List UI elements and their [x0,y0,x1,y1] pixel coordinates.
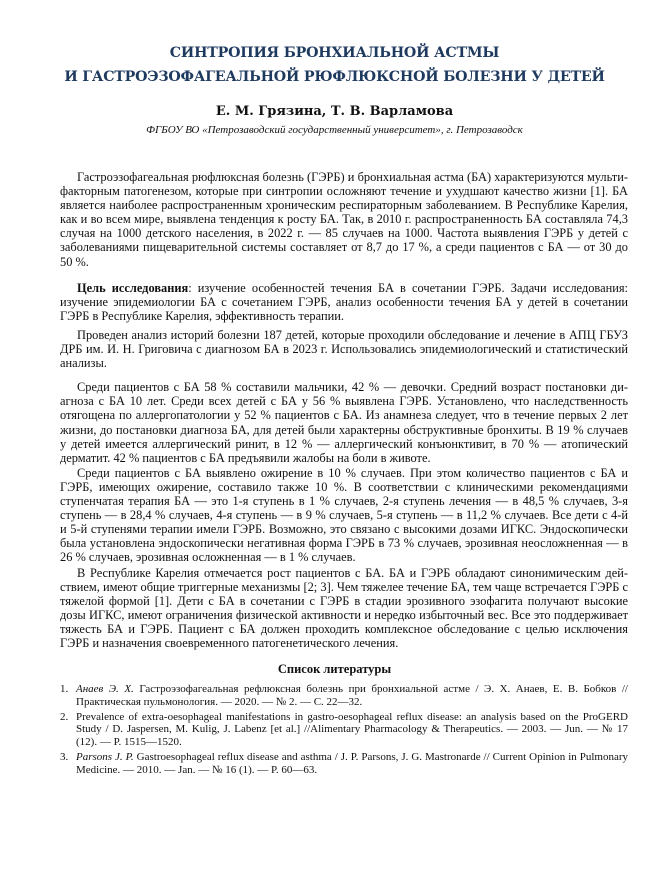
aim-text: : изучение особенностей течения БА в сочетании ГЭРБ. Задачи исследования: изучение эпидемиологии БА с сочетанием ГЭРБ, анализ особенности течения БА у детей в сочетании ГЭРБ в Республике Карелия, эффективность терапии. [60,281,628,324]
article-title [0,41,669,89]
intro-section [60,170,628,269]
reference-author: Анаев Э. Х. [76,683,134,695]
aim-label: Цель исследования [77,281,189,295]
reference-number: 1. [60,683,69,695]
body-paragraph-1: Проведен анализ историй болезни 187 детей, которые проходили обследование и лечение в АПЦ ГБУЗ ДРБ им. И. Н. Григовича с диагнозом БА в 2023 г. Использовались эпидемиологический и статистический анализы. [60,328,628,371]
reference-number: 2. [60,710,69,723]
reference-text: Prevalence of extra-oesophageal manifestations in gastro-oesophageal reflux disease: an analysis based on the ProGERD Study / D. Jaspersen, M. Kulig, J. Labenz [et al.] //Alimentary Pharmacology & Therapeutics. — 2003. — Jun. — № 17 (12). — P. 1515—1520. [76,710,628,749]
authors: Е. М. Грязина, Т. В. Варламова [215,104,454,119]
intro-paragraph: Гастроэзофагеальная рюфлюксная болезнь (ГЭРБ) и бронхиальная астма (БА) характеризуются мультифакторным патогенезом, которые при синтропии осложняют течение и ухудшают качество жизни [1]. БА является наиболее распространенным хроническим респираторным заболеванием. В Республике Карелия, как и во всем мире, выявлена тенденция к росту БА. Так, в 2010 г. распространенность БА составляла 74,3 случая на 1000 детского населения, в 2022 г. — 85 случаев на 1000. Частота выявления ГЭРБ у детей с заболеваниями пищеварительной системы составляет от 8,7 до 17 %, а среди пациентов с БА — от 30 до 50 %. [60,170,628,269]
reference-item [60,683,628,709]
reference-item [60,711,628,749]
body-paragraph-4: В Республике Карелия отмечается рост пациентов с БА. БА и ГЭРБ обладают синонимическим действием, имеют общие триггерные механизмы [2; 3]. Чем тяжелее течение БА, тем чаще встречается ГЭРБ с тяжелой формой [1]. Дети с БА в сочетании с ГЭРБ в стадии эрозивного эзофагита получают высокие дозы ИГКС, имеют ограничения физической активности и нередко избыточный вес. Все это поддерживает тяжесть БА и ГЭРБ. Пациент с БА должен проходить комплексное обследование с целью исключения ГЭРБ и назначения своевременного патогенетического лечения. [60,565,628,650]
affiliation: ФГБОУ ВО «Петрозаводский государственный университет», г. Петрозаводск [146,124,523,136]
aim-paragraph [60,281,628,323]
aim-section [60,281,628,323]
reference-text: Gastroesophageal reflux disease and asthma / J. P. Parsons, J. G. Mastronarde // Current Opinion in Pulmonary Medicine. — 2010. — Jan. — № 16 (1). — P. 60—63. [76,750,629,776]
reference-item [60,751,628,777]
results-section [60,328,628,650]
references-title: Список литературы [277,662,392,676]
body-paragraph-3: Среди пациентов с БА выявлено ожирение в 10 % случаев. При этом количество пациентов с БА и ГЭРБ, имеющих ожирение, составило также 10 %. В соответствии с клиническими рекомендациями ступенчатая терапия БА — это 1-я ступень в 1 % случаев, 2-я ступень лечения — в 48,5 % случаев, 3-я ступень — в 28,4 % случаев, 4-я ступень — в 9 % случаев, 5-я ступень — в 11,2 % случаев. Все дети с 4-й и 5-й ступенями терапии имели ГЭРБ. Возможно, это связано с высокими дозами ИГКС. Эндоскопически была установлена эндоскопически негативная форма ГЭРБ в 73 % случаев, эрозивная неосложненная — в 26 % случаев, эрозивная осложненная — в 1 % случаев. [60,465,628,565]
reference-author: Parsons J. P. [76,750,134,763]
title-line-2: И ГАСТРОЭЗОФАГЕАЛЬНОЙ РЮФЛЮКСНОЙ БОЛЕЗНИ У ДЕТЕЙ [64,69,605,85]
title-line-1: СИНТРОПИЯ БРОНХИАЛЬНОЙ АСТМЫ [169,45,500,61]
reference-text: Гастроэзофагеальная рефлюксная болезнь при бронхиальной астме / Э. Х. Анаев, Е. В. Бобков // Практическая пульмонология. — 2020. — № 2. — С. 22—32. [76,683,628,708]
reference-number: 3. [60,750,69,763]
references-list [60,683,628,779]
body-paragraph-2: Среди пациентов с БА 58 % составили мальчики, 42 % — девочки. Средний возраст постановки диагноза с БА 10 лет. Среди всех детей с БА у 56 % выявлена ГЭРБ. Установлено, что наследственность отягощена по аллергопатологии у 52 % пациентов с БА. Из анамнеза следует, что в течение первых 2 лет жизни, до постановки диагноза БА, для детей были характерны обструктивные бронхиты. В 19 % случаев у детей имеется аллергический ринит, в 12 % — аллергический конъюнктивит, в 70 % — атопический дерматит. 42 % пациентов с БА предъявили жалобы на боли в животе. [60,380,628,465]
